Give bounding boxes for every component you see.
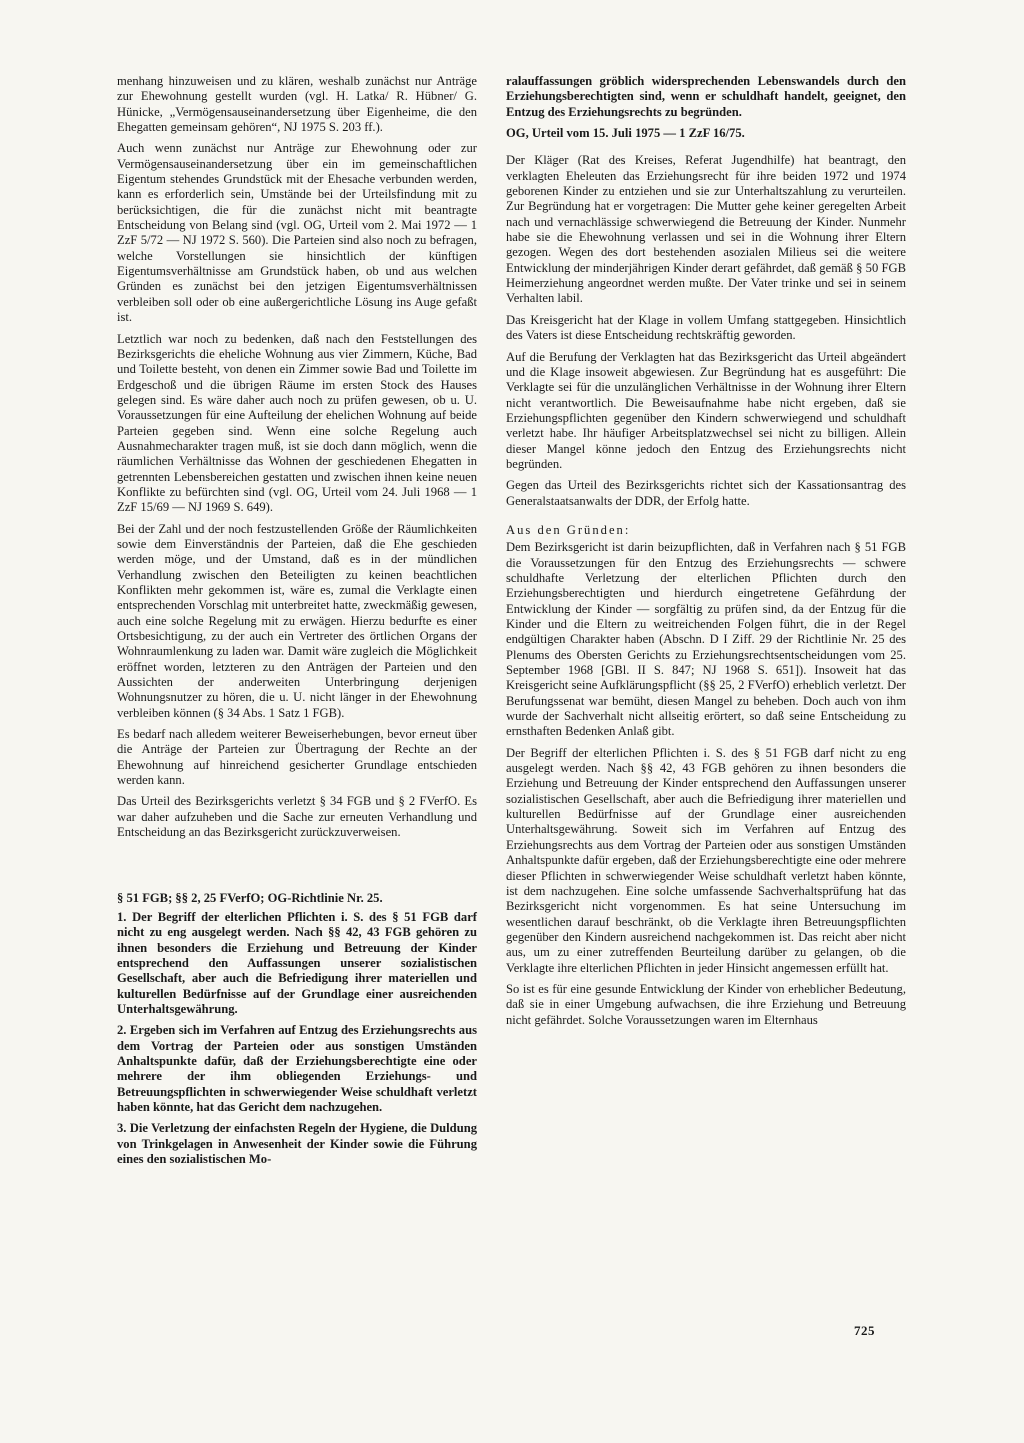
reasons-heading: Aus den Gründen:: [506, 522, 631, 537]
facts-paragraph: Das Kreisgericht hat der Klage in vollem Umfang stattgegeben. Hinsichtlich des Vaters ist diese Entscheidung rechtskräftig geworden.: [506, 312, 906, 343]
body-paragraph: Auch wenn zunächst nur Anträge zur Ehewohnung oder zur Vermögensauseinandersetzung über ein im gemeinschaftlichen Eigentum stehendes Grundstück mit der Ehesache verbunden werden, kann es erforderlich sein, Umstände bei der Urteilsfindung mit zu berücksichtigen, die für die zunächst nicht mit beantragte Entscheidung von Belang sind (vgl. OG, Urteil vom 2. Mai 1972 — 1 ZzF 5/72 — NJ 1972 S. 560). Die Parteien sind also noch zu befragen, welche Vorstellungen sie hinsichtlich der künftigen Eigentumsverhältnisse am Grundstück haben, ob und aus welchen Gründen es zunächst bei den jetzigen Eigentumsverhältnissen verbleiben soll oder ob eine außergerichtliche Lösung ins Auge gefaßt ist.: [117, 141, 477, 325]
body-paragraph: menhang hinzuweisen und zu klären, weshalb zunächst nur Anträge zur Ehewohnung gestellt wurden (vgl. H. Latka/ R. Hübner/ G. Hünicke, „Vermögensauseinandersetzung über Eigenheime, die den Ehegatten gemeinsam gehören“, NJ 1975 S. 203 ff.).: [117, 74, 477, 135]
body-paragraph: Das Urteil des Bezirksgerichts verletzt § 34 FGB und § 2 FVerfO. Es war daher aufzuheben und die Sache zur erneuten Verhandlung und Entscheidung an das Bezirksgericht zurückzuverweisen.: [117, 794, 477, 840]
facts-paragraph: Der Kläger (Rat des Kreises, Referat Jugendhilfe) hat beantragt, den verklagten Eheleuten das Erziehungsrecht für ihre beiden 1972 und 1974 geborenen Kinder zu entziehen und sie zur Unterhaltszahlung zu verurteilen. Zur Begründung hat er vorgetragen: Die Mutter gehe keiner geregelten Arbeit nach und vernachlässige schwerwiegend die Betreuung der Kinder. Nunmehr habe sie die Ehewohnung verlassen und sei in die Wohnung ihrer Eltern gezogen. Wegen des dort bestehenden asozialen Milieus sei die weitere Entwicklung der minderjährigen Kinder derart gefährdet, daß gemäß § 50 FGB Heimerziehung angeordnet werden mußte. Der Vater trinke und sei in seinem Verhalten labil.: [506, 153, 906, 306]
case-citation: OG, Urteil vom 15. Juli 1975 — 1 ZzF 16/75.: [506, 126, 745, 141]
right-column: [506, 74, 906, 1034]
reasons-paragraph: Der Begriff der elterlichen Pflichten i. S. des § 51 FGB darf nicht zu eng ausgelegt werden. Nach §§ 42, 43 FGB gehören zu ihnen besonders die Erziehung und Betreuung der Kinder entsprechend den Auffassungen unserer sozialistischen Gesellschaft, aber auch die Befriedigung ihrer materiellen und kulturellen Bedürfnisse auf der Grundlage einer ausreichenden Unterhaltsgewährung. Soweit sich im Verfahren auf Entzug des Erziehungsrechts aus dem Vortrag der Parteien oder aus sonstigen Umständen Anhaltspunkte dafür ergeben, daß der Erziehungsberechtigte eine oder mehrere dieser Pflichten in schwerwiegender Weise schuldhaft verletzt haben könnte, ist dem nachzugehen. Eine solche umfassende Sachverhaltsprüfung hat das Bezirksgericht nicht vorgenommen. Es hat seine Untersuchung im wesentlichen darauf beschränkt, ob die Verklagte ihren Betreuungspflichten gegenüber den Kindern ausreichend nachgekommen ist. Das reicht aber nicht aus, um zu einer zutreffenden Beurteilung darüber zu gelangen, ob die Verklagte ihre elterlichen Pflichten in jeder Hinsicht angemessen erfüllt hat.: [506, 745, 906, 975]
reasons-paragraph: Dem Bezirksgericht ist darin beizupflichten, daß in Verfahren nach § 51 FGB die Voraussetzungen für den Entzug des Erziehungsrechts — schwere schuldhafte Verletzung der elterlichen Pflichten durch den Erziehungsberechtigten und hierdurch eingetretene Gefährdung der Entwicklung der Kinder — sorgfältig zu prüfen sind, da der Entzug für die Kinder und die Eltern zu weitreichenden Folgen führt, die in der Regel endgültigen Charakter haben (Abschn. D I Ziff. 29 der Richtlinie Nr. 25 des Plenums des Obersten Gerichts zu Erziehungsrechtsentscheidungen vom 25. September 1968 [GBl. II S. 847; NJ 1968 S. 651]). Insoweit hat das Kreisgericht seine Aufklärungspflicht (§§ 25, 2 FVerfO) erheblich verletzt. Der Berufungssenat war bemüht, diesen Mangel zu beheben. Doch auch von ihm wurde der Sachverhalt nicht allseitig erörtert, so daß seine Entscheidung zu ernsthaften Bedenken Anlaß gibt.: [506, 540, 906, 739]
headnote-continuation: ralauffassungen gröblich widersprechenden Lebenswandels durch den Erziehungsberechtigten sind, wenn er schuldhaft handelt, geeignet, den Entzug des Erziehungsrechts zu begründen.: [506, 74, 906, 119]
section-spacer: [117, 847, 477, 891]
left-column: [117, 74, 477, 1173]
body-paragraph: Es bedarf nach alledem weiterer Beweiserhebungen, bevor erneut über die Anträge der Parteien zur Übertragung der Rechte an der Ehewohnung auf hinreichend gesicherter Grundlage entschieden werden kann.: [117, 727, 477, 788]
facts-paragraph: Auf die Berufung der Verklagten hat das Bezirksgericht das Urteil abgeändert und die Klage insoweit abgewiesen. Zur Begründung hat es ausgeführt: Die Verklagte sei für die unzulänglichen Verhältnisse in der Wohnung ihrer Eltern nicht verantwortlich. Die Beweisaufnahme habe nicht ergeben, daß sie Erziehungspflichten gegenüber den Kindern schwerwiegend und schuldhaft verletzt habe. Ihr häufiger Arbeitsplatzwechsel sei nicht zu billigen. Allein dieser Mangel könne jedoch den Entzug des Erziehungsrechts nicht begründen.: [506, 349, 906, 471]
facts-paragraph: Gegen das Urteil des Bezirksgerichts richtet sich der Kassationsantrag des Generalstaatsanwalts der DDR, der Erfolg hatte.: [506, 478, 906, 508]
reasons-paragraph: So ist es für eine gesunde Entwicklung der Kinder von erheblicher Bedeutung, daß sie in einer Umgebung aufwachsen, die ihre Erziehung und Betreuung nicht gefährdet. Solche Voraussetzungen waren im Elternhaus: [506, 981, 906, 1027]
headnote: 1. Der Begriff der elterlichen Pflichten i. S. des § 51 FGB darf nicht zu eng ausgelegt werden. Nach §§ 42, 43 FGB gehören zu ihnen besonders die Erziehung und Betreuung der Kinder entsprechend den Auffassungen unserer sozialistischen Gesellschaft, aber auch die Befriedigung ihrer materiellen und kulturellen Bedürfnisse auf der Grundlage einer ausreichenden Unterhaltsgewährung.: [117, 909, 477, 1016]
headnote: 2. Ergeben sich im Verfahren auf Entzug des Erziehungsrechts aus dem Vortrag der Parteien oder aus sonstigen Umständen Anhaltspunkte dafür, daß der Erziehungsberechtigte eine oder mehrere der ihm obliegenden Erziehungs- und Betreuungspflichten in schwerwiegender Weise schuldhaft verletzt haben könnte, hat das Gericht dem nachzugehen.: [117, 1023, 477, 1114]
page-number: 725: [854, 1323, 875, 1338]
body-paragraph: Letztlich war noch zu bedenken, daß nach den Feststellungen des Bezirksgerichts die eheliche Wohnung aus vier Zimmern, Küche, Bad und Toilette besteht, von denen ein Zimmer sowie Bad und Toilette im Erdgeschoß und die übrigen Räume im ersten Stock des Hauses gelegen sind. Es wäre daher auch noch zu prüfen gewesen, ob u. U. Voraussetzungen für eine Aufteilung der ehelichen Wohnung auf beide Parteien gegeben sind. Wenn eine solche Regelung auch Ausnahmecharakter tragen muß, ist sie doch dann möglich, wenn die räumlichen Verhältnisse das Wohnen der geschiedenen Ehegatten in getrennten Lebensbereichen gestatten und zwischen ihnen keine neuen Konflikte zu befürchten sind (vgl. OG, Urteil vom 24. Juli 1968 — 1 ZzF 15/69 — NJ 1969 S. 649).: [117, 331, 477, 515]
body-paragraph: Bei der Zahl und der noch festzustellenden Größe der Räumlichkeiten sowie dem Einverständnis der Parteien, daß die Ehe geschieden werden möge, und der Umstand, daß es in der mündlichen Verhandlung zwischen den Beteiligten zu keinen beachtlichen Konflikten mehr gekommen ist, wäre es, zumal die Verklagte einen entsprechenden Vorschlag mit unterbreitet hatte, zweckmäßig gewesen, auch eine solche Regelung mit zu erwägen. Hierzu bedurfte es einer Ortsbesichtigung, zu der auch ein Vertreter des örtlichen Organs der Wohnraumlenkung zu laden war. Damit wäre zugleich die Möglichkeit eröffnet worden, letzteren zu den Anträgen der Parteien und den Aussichten der anderweiten Unterbringung derjenigen Wohnungsnutzer zu hören, die u. U. nicht länger in der Ehewohnung verbleiben können (§ 34 Abs. 1 Satz 1 FGB).: [117, 521, 477, 720]
case-heading: § 51 FGB; §§ 2, 25 FVerfO; OG-Richtlinie Nr. 25.: [117, 890, 383, 905]
headnote: 3. Die Verletzung der einfachsten Regeln der Hygiene, die Duldung von Trinkgelagen in Anwesenheit der Kinder sowie die Führung eines den sozialistischen Mo-: [117, 1121, 477, 1166]
